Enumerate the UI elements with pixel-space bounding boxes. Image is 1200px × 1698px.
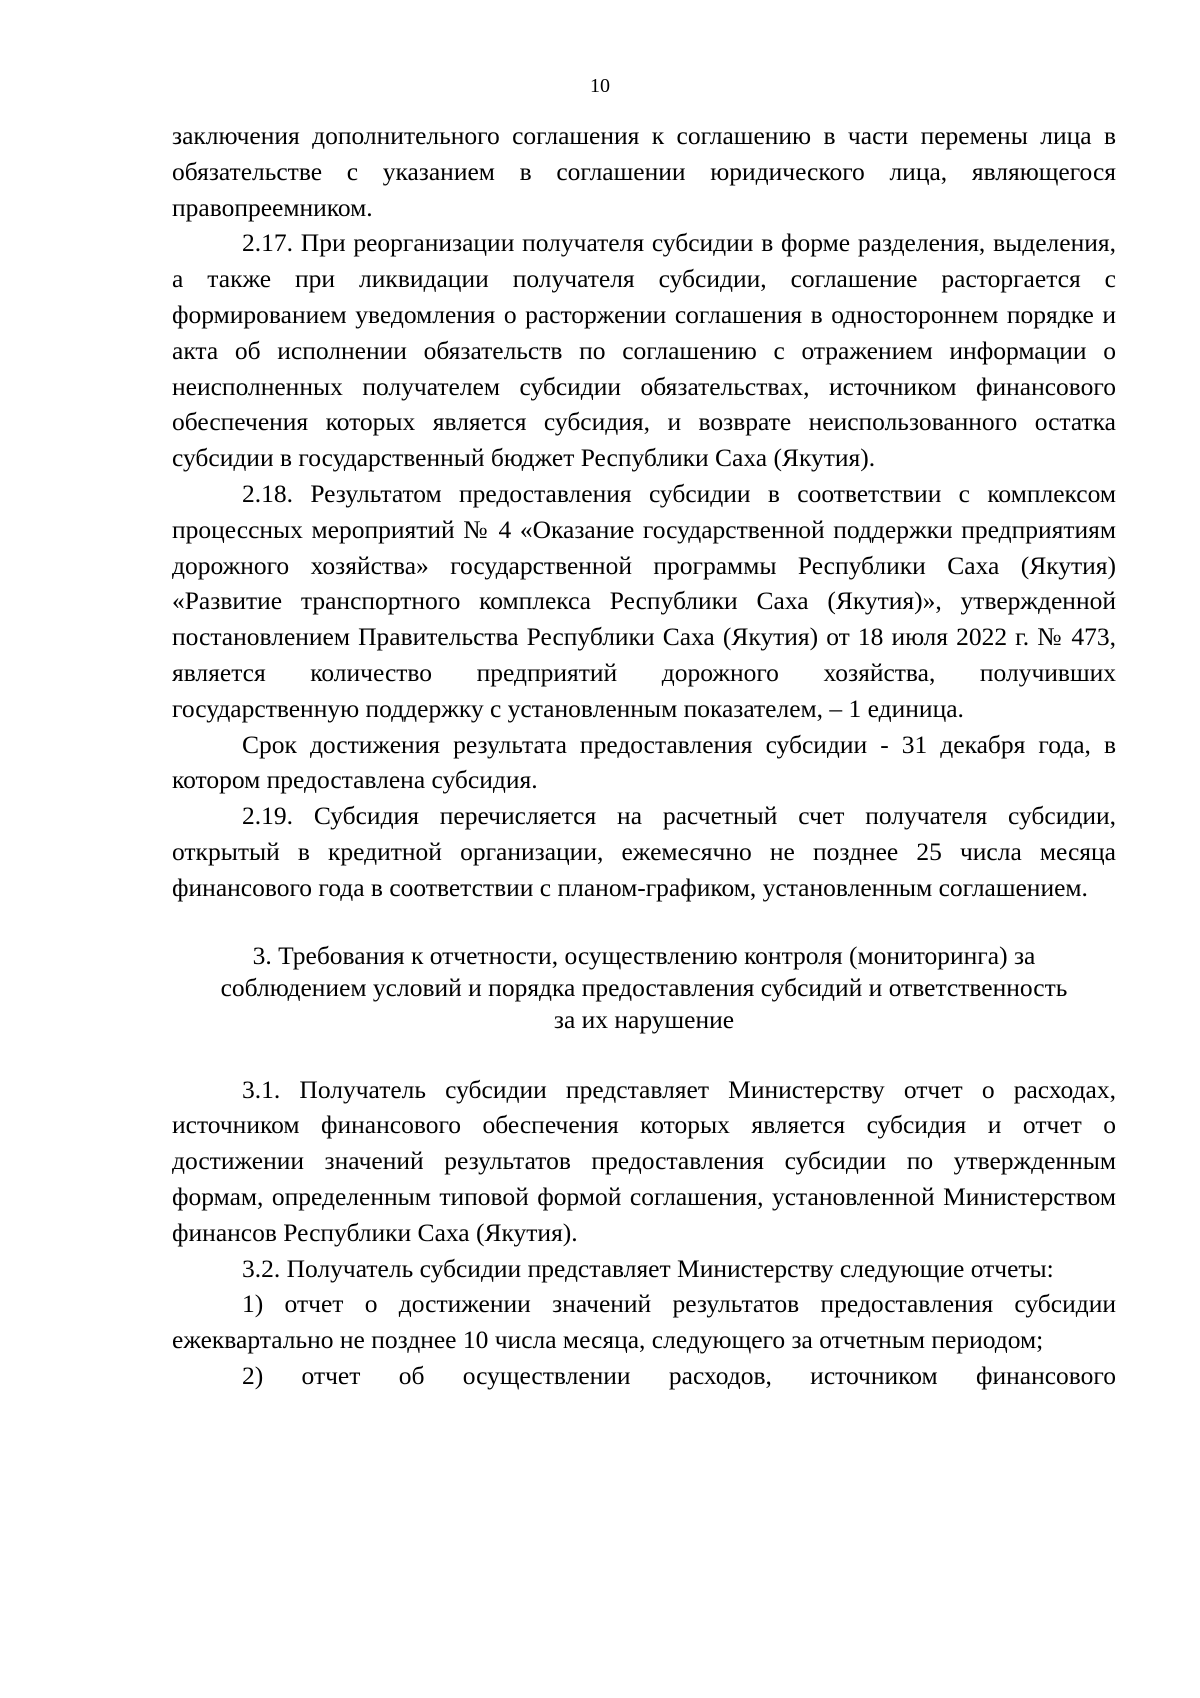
paragraph-2-19: 2.19. Субсидия перечисляется на расчетный счет получателя субсидии, открытый в кредитной организации, ежемесячно не позднее 25 числа месяца финансового года в соответствии с планом-графиком, установленным соглашением. xyxy=(172,801,1116,902)
list-item-2: 2) отчет об осуществлении расходов, источником финансового xyxy=(242,1360,1116,1390)
paragraph-2-17: 2.17. При реорганизации получателя субсидии в форме разделения, выделения, а также при ликвидации получателя субсидии, соглашение расторгается с формированием уведомления о расторжении соглашения в одностороннем порядке и акта об исполнении обязательств по соглашению с отражением информации о неисполненных получателем субсидии обязательствах, источником финансового обеспечения которых является субсидия, и возврате неиспользованного остатка субсидии в государственный бюджет Республики Саха (Якутия). xyxy=(172,228,1116,473)
section-3-heading-line: 3. Требования к отчетности, осуществлению контроля (мониторинга) за xyxy=(252,940,1036,970)
paragraph-3-1: 3.1. Получатель субсидии представляет Министерству отчет о расходах, источником финансового обеспечения которых является субсидия и отчет о достижении значений результатов предоставления субсидии по утвержденным формам, определенным типовой формой соглашения, установленной Министерством финансов Республики Саха (Якутия). xyxy=(172,1074,1116,1247)
section-3-heading-line: за их нарушение xyxy=(553,1004,735,1034)
paragraph-result-deadline: Срок достижения результата предоставления субсидии - 31 декабря года, в котором предоставлена субсидия. xyxy=(172,729,1116,795)
section-3-heading xyxy=(172,940,1116,1036)
paragraph-3-2: 3.2. Получатель субсидии представляет Министерству следующие отчеты: xyxy=(242,1253,1054,1283)
section-3-heading-line: соблюдением условий и порядка предоставления субсидий и ответственность xyxy=(220,972,1068,1002)
paragraph-2-18: 2.18. Результатом предоставления субсидии в соответствии с комплексом процессных мероприятий № 4 «Оказание государственной поддержки предприятиям дорожного хозяйства» государственной программы Республики Саха (Якутия) «Развитие транспортного комплекса Республики Саха (Якутия)», утвержденной постановлением Правительства Республики Саха (Якутия) от 18 июля 2022 г. № 473, является количество предприятий дорожного хозяйства, получивших государственную поддержку с установленным показателем, – 1 единица. xyxy=(172,478,1116,723)
paragraph-continuation: заключения дополнительного соглашения к соглашению в части перемены лица в обязательстве с указанием в соглашении юридического лица, являющегося правопреемником. xyxy=(172,121,1116,222)
list-item-1: 1) отчет о достижении значений результатов предоставления субсидии ежеквартально не позднее 10 числа месяца, следующего за отчетным периодом; xyxy=(172,1289,1116,1355)
page-number: 10 xyxy=(590,75,610,97)
document-body xyxy=(172,118,1116,1394)
